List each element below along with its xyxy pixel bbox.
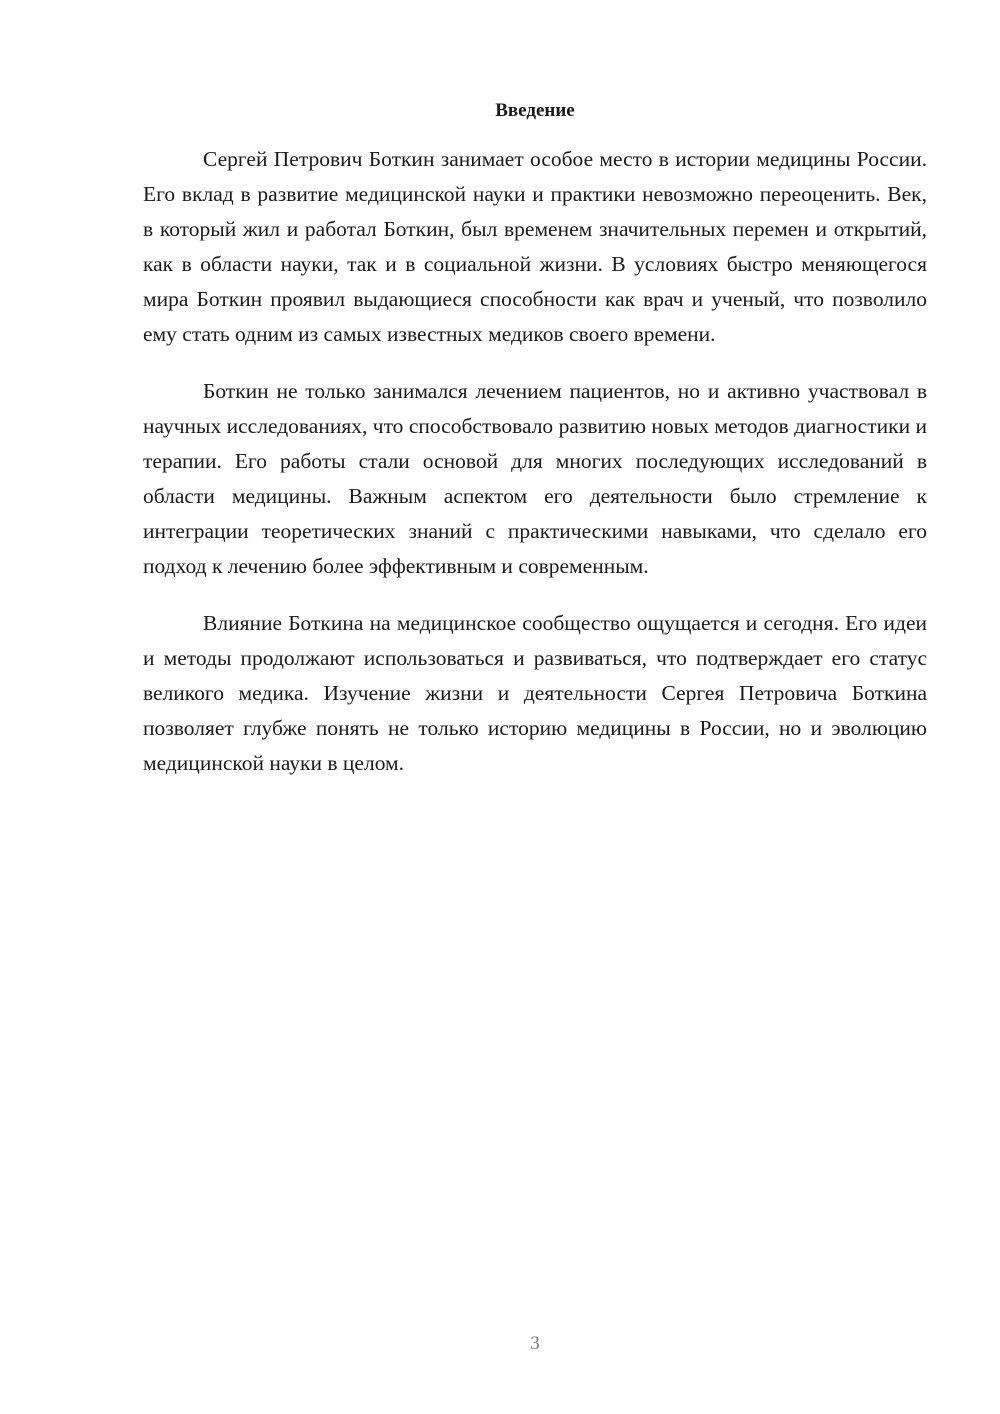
- paragraph-1: Сергей Петрович Боткин занимает особое место в истории медицины России. Его вклад в развитие медицинской науки и практики невозможно переоценить. Век, в который жил и работал Боткин, был временем значительных перемен и открытий, как в области науки, так и в социальной жизни. В условиях быстро меняющегося мира Боткин проявил выдающиеся способности как врач и ученый, что позволило ему стать одним из самых известных медиков своего времени.: [143, 147, 927, 346]
- paragraph-3: Влияние Боткина на медицинское сообщество ощущается и сегодня. Его идеи и методы продолжают использоваться и развиваться, что подтверждает его статус великого медика. Изучение жизни и деятельности Сергея Петровича Боткина позволяет глубже понять не только историю медицины в России, но и эволюцию медицинской науки в целом.: [143, 611, 927, 775]
- body-text: [143, 142, 927, 803]
- paragraph-2: Боткин не только занимался лечением пациентов, но и активно участвовал в научных исследованиях, что способствовало развитию новых методов диагностики и терапии. Его работы стали основой для многих последующих исследований в области медицины. Важным аспектом его деятельности было стремление к интеграции теоретических знаний с практическими навыками, что сделало его подход к лечению более эффективным и современным.: [143, 379, 927, 578]
- page-title: Введение: [495, 100, 575, 121]
- page-number: 3: [530, 1333, 540, 1354]
